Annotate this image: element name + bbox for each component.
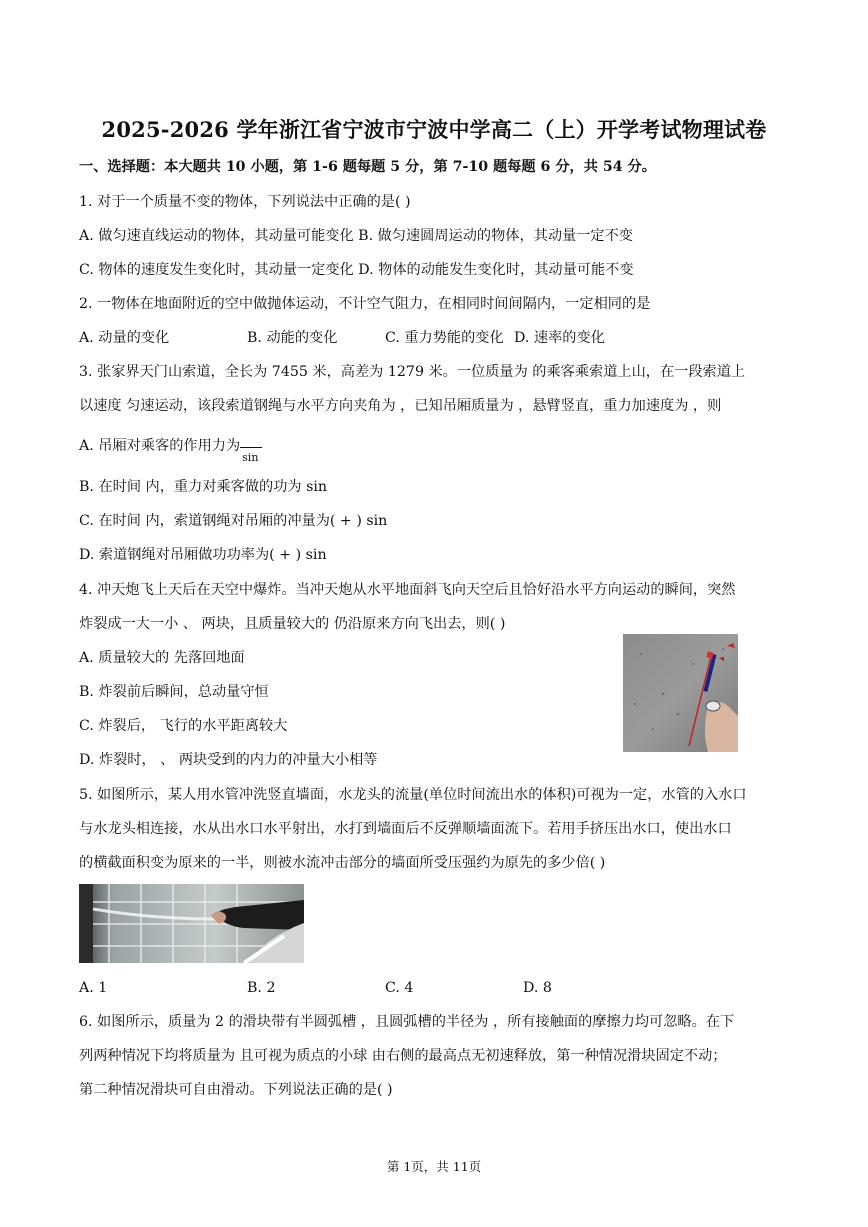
question-4-option-c: C. 炸裂后， 飞行的水平距离较大	[79, 718, 288, 734]
question-4-stem-1: 4. 冲天炮飞上天后在天空中爆炸。当冲天炮从水平地面斜飞向天空后且恰好沿水平方向运动的瞬间，突然	[79, 582, 736, 598]
question-1-options-ab: A. 做匀速直线运动的物体，其动量可能变化 B. 做匀速圆周运动的物体，其动量一定不变	[79, 228, 633, 244]
fraction	[240, 436, 262, 464]
question-1-options-cd: C. 物体的速度发生变化时，其动量一定变化 D. 物体的动能发生变化时，其动量可能不变	[79, 262, 634, 278]
question-6-stem-3: 第二种情况滑块可自由滑动。下列说法正确的是( )	[79, 1082, 393, 1098]
section-heading: 一、选择题：本大题共 10 小题，第 1-6 题每题 5 分，第 7-10 题每题 6 分，共 54 分。	[79, 159, 656, 175]
firework-photo	[623, 634, 738, 752]
question-2-option-c: C. 重力势能的变化	[385, 330, 504, 346]
question-5-option-c: C. 4	[385, 980, 414, 996]
question-3-option-a-text: A. 吊厢对乘客的作用力为	[79, 438, 241, 454]
question-2-option-a: A. 动量的变化	[79, 330, 170, 346]
page-footer: 第 1页，共 11页	[386, 1159, 482, 1174]
question-4-option-b: B. 炸裂前后瞬间，总动量守恒	[79, 684, 269, 700]
question-2-stem: 2. 一物体在地面附近的空中做抛体运动，不计空气阻力，在相同时间间隔内，一定相同的是	[79, 296, 651, 312]
question-4-option-d: D. 炸裂时， 、 两块受到的内力的冲量大小相等	[79, 752, 378, 768]
question-5-option-d: D. 8	[523, 980, 552, 996]
question-2-option-d: D. 速率的变化	[514, 330, 605, 346]
question-5-option-a: A. 1	[79, 980, 108, 996]
question-5-stem-3: 的横截面积变为原来的一半，则被水流冲击部分的墙面所受压强约为原先的多少倍( )	[79, 855, 606, 871]
exam-title: 2025-2026 学年浙江省宁波市宁波中学高二（上）开学考试物理试卷	[101, 117, 767, 142]
question-6-stem-2: 列两种情况下均将质量为 且可视为质点的小球 由右侧的最高点无初速释放，第一种情况滑块固定不动；	[79, 1048, 727, 1064]
question-3-option-d: D. 索道钢绳对吊厢做功功率为( + ) sin	[79, 547, 327, 563]
question-5-stem-2: 与水龙头相连接，水从出水口水平射出，水打到墙面后不反弹顺墙面流下。若用手挤压出水口，使出水口	[79, 821, 732, 837]
question-4-stem-2: 炸裂成一大一小 、 两块，且质量较大的 仍沿原来方向飞出去，则( )	[79, 616, 506, 632]
question-3-option-c: C. 在时间 内，索道钢绳对吊厢的冲量为( + ) sin	[79, 513, 388, 529]
question-3-stem-1: 3. 张家界天门山索道，全长为 7455 米，高差为 1279 米。一位质量为 的乘客乘索道上山，在一段索道上	[79, 364, 746, 380]
question-6-stem-1: 6. 如图所示，质量为 2 的滑块带有半圆弧槽 ，且圆弧槽的半径为 ，所有接触面的摩擦力均可忽略。在下	[79, 1014, 735, 1030]
question-3-option-b: B. 在时间 内，重力对乘客做的功为 sin	[79, 479, 328, 495]
question-4-option-a: A. 质量较大的 先落回地面	[79, 650, 245, 666]
question-3-stem-2: 以速度 匀速运动，该段索道钢绳与水平方向夹角为 ，已知吊厢质量为 ，悬臂竖直，重力加速度为 ，则	[79, 398, 722, 414]
question-5-stem-1: 5. 如图所示，某人用水管冲洗竖直墙面，水龙头的流量(单位时间流出水的体积)可视为一定，水管的入水口	[79, 787, 747, 803]
fraction-denominator: sin	[242, 451, 259, 464]
question-1-stem: 1. 对于一个质量不变的物体，下列说法中正确的是( )	[79, 194, 411, 210]
question-3-option-a	[79, 436, 262, 464]
wall-washing-photo	[79, 884, 304, 963]
question-5-option-b: B. 2	[247, 980, 276, 996]
question-2-option-b: B. 动能的变化	[247, 330, 338, 346]
